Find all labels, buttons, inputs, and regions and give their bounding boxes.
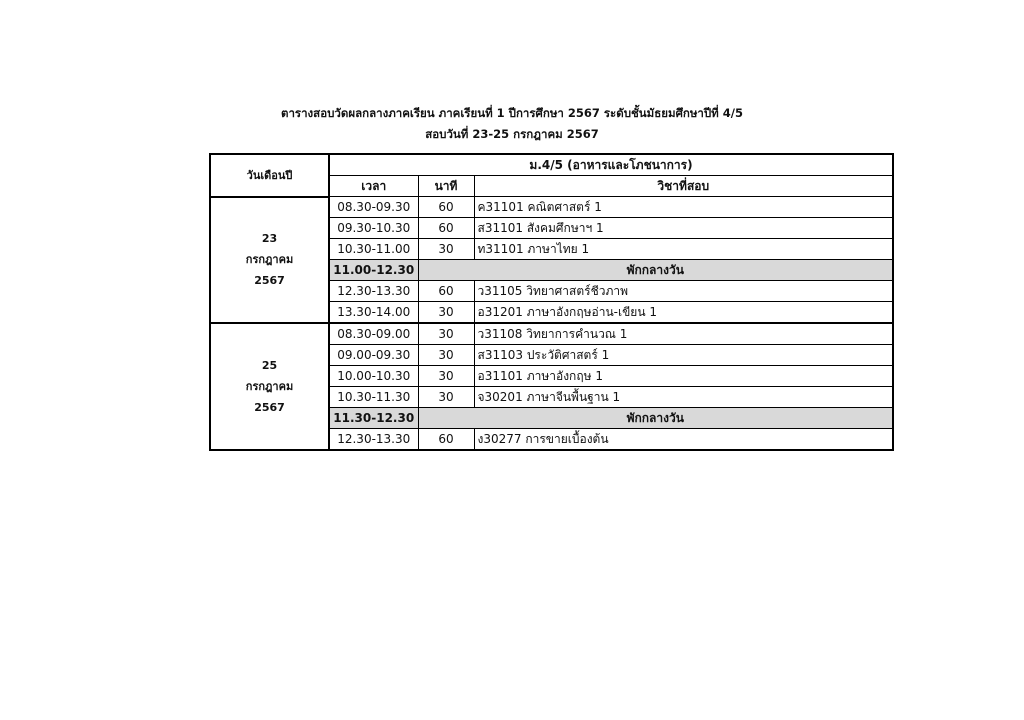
header-minutes: นาที [418,176,474,197]
subject-cell: ส31103 ประวัติศาสตร์ 1 [474,345,893,366]
minutes-cell: 30 [418,239,474,260]
date-year: 2567 [254,401,285,414]
subject-cell: จ30201 ภาษาจีนพื้นฐาน 1 [474,387,893,408]
header-class-group: ม.4/5 (อาหารและโภชนาการ) [329,154,893,176]
minutes-cell: 60 [418,281,474,302]
table-row [210,323,893,345]
lunch-break-label: พักกลางวัน [418,260,893,281]
time-cell: 12.30-13.30 [329,281,418,302]
minutes-cell: 30 [418,302,474,324]
time-cell: 13.30-14.00 [329,302,418,324]
subject-cell: ว31105 วิทยาศาสตร์ชีวภาพ [474,281,893,302]
subject-cell: ท31101 ภาษาไทย 1 [474,239,893,260]
date-cell-day2 [210,323,329,450]
subject-cell: ค31101 คณิตศาสตร์ 1 [474,197,893,218]
minutes-cell: 30 [418,345,474,366]
table-row [210,197,893,218]
lunch-break-label: พักกลางวัน [418,408,893,429]
date-day: 23 [261,232,278,246]
date-day: 25 [261,359,278,372]
time-cell: 09.30-10.30 [329,218,418,239]
header-date: วันเดือนปี [210,154,329,197]
subject-cell: ว31108 วิทยาการคำนวณ 1 [474,323,893,345]
time-cell: 08.30-09.00 [329,323,418,345]
minutes-cell: 30 [418,366,474,387]
time-cell: 10.00-10.30 [329,366,418,387]
date-year: 2567 [254,274,285,288]
document-subtitle: สอบวันที่ 23-25 กรกฎาคม 2567 [425,127,599,141]
exam-schedule-table [209,153,894,451]
time-cell: 11.30-12.30 [329,408,418,429]
subject-cell: ส31101 สังคมศึกษาฯ 1 [474,218,893,239]
date-month: กรกฎาคม [245,380,294,393]
time-cell: 10.30-11.30 [329,387,418,408]
time-cell: 08.30-09.30 [329,197,418,218]
subject-cell: ง30277 การขายเบื้องต้น [474,429,893,451]
header-time: เวลา [329,176,418,197]
subject-cell: อ31201 ภาษาอังกฤษอ่าน-เขียน 1 [474,302,893,324]
time-cell: 11.00-12.30 [329,260,418,281]
date-cell-day1 [210,197,329,324]
minutes-cell: 60 [418,218,474,239]
subject-cell: อ31101 ภาษาอังกฤษ 1 [474,366,893,387]
time-cell: 09.00-09.30 [329,345,418,366]
minutes-cell: 30 [418,323,474,345]
minutes-cell: 60 [418,197,474,218]
minutes-cell: 30 [418,387,474,408]
document-title: ตารางสอบวัดผลกลางภาคเรียน ภาคเรียนที่ 1 ปีการศึกษา 2567 ระดับชั้นมัธยมศึกษาปีที่ 4/5 [281,106,743,120]
minutes-cell: 60 [418,429,474,451]
header-subject: วิชาที่สอบ [474,176,893,197]
time-cell: 12.30-13.30 [329,429,418,451]
date-month: กรกฎาคม [245,253,294,267]
time-cell: 10.30-11.00 [329,239,418,260]
